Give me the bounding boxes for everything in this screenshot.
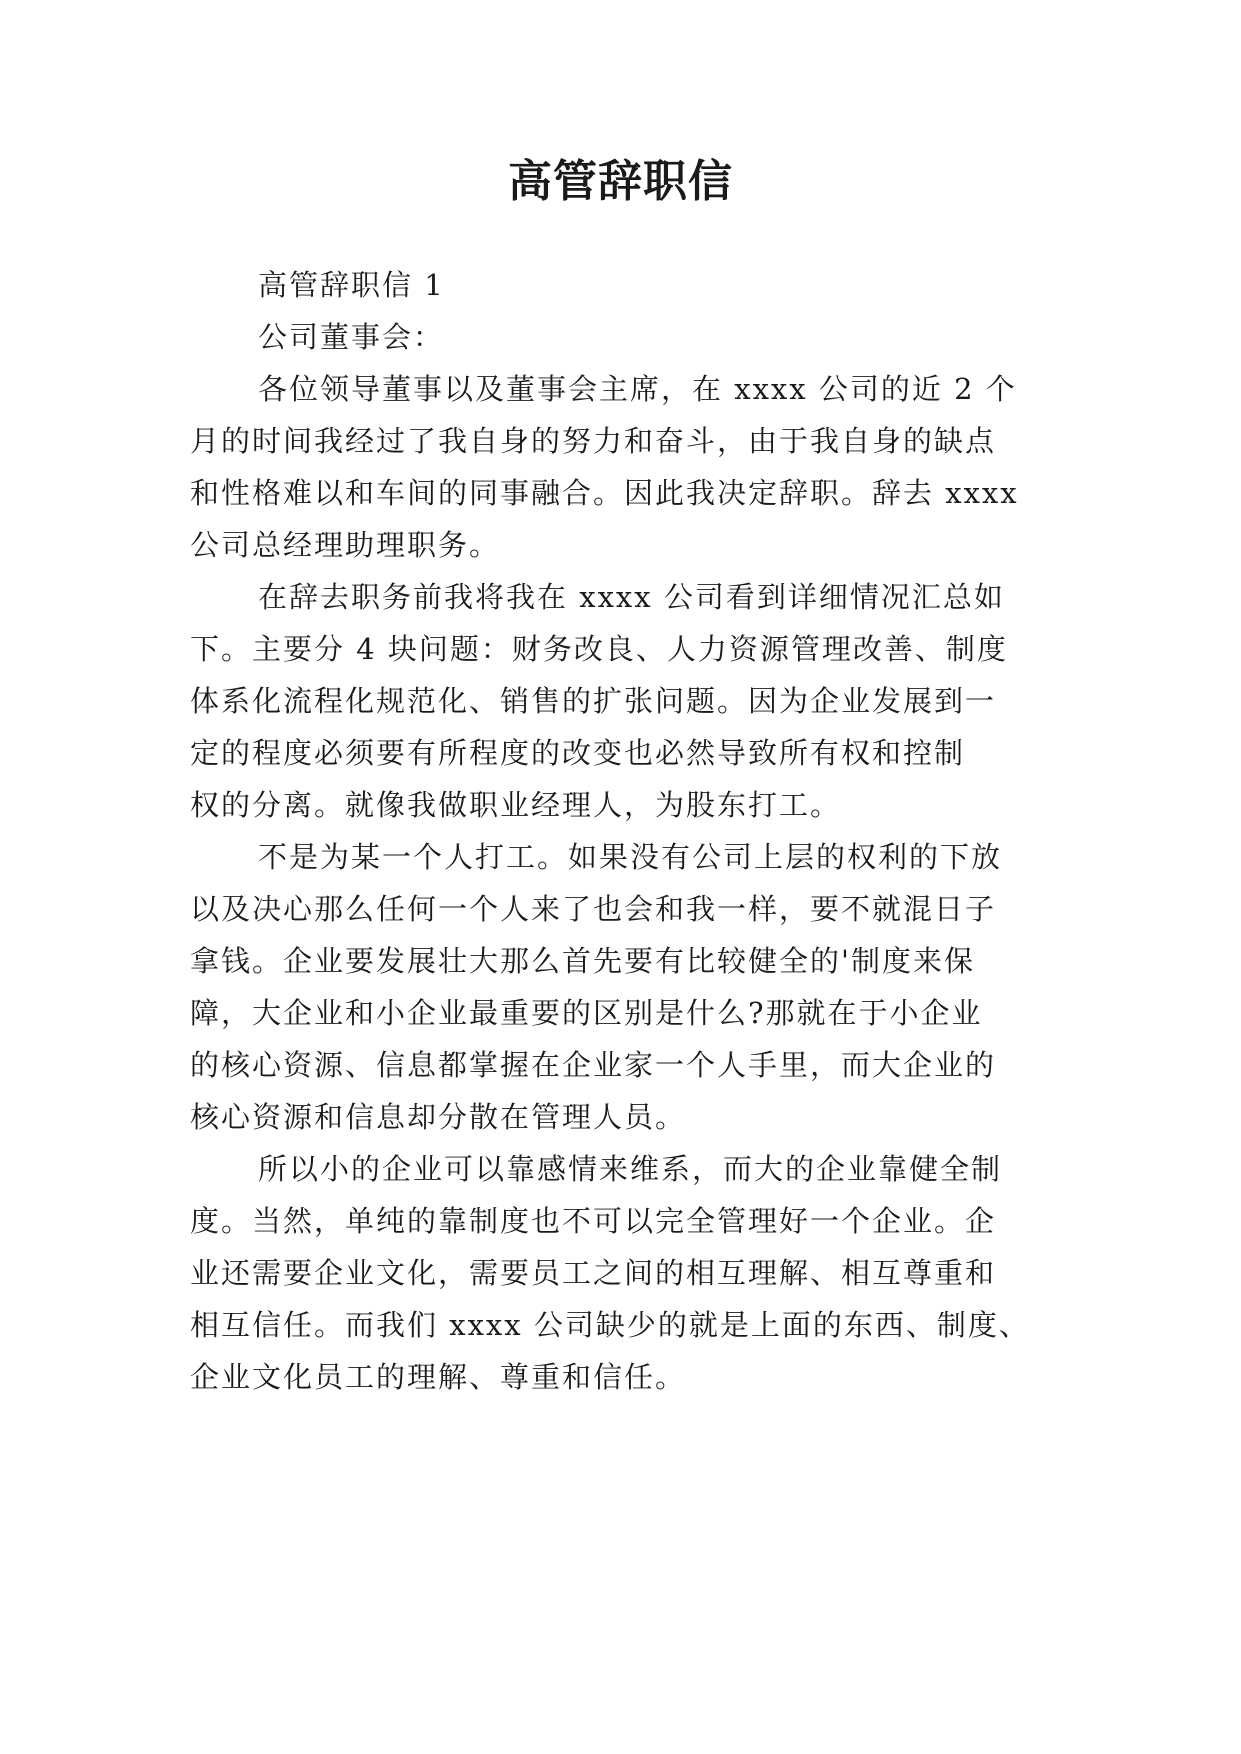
paragraph-line: 月的时间我经过了我自身的努力和奋斗，由于我自身的缺点 xyxy=(190,424,997,458)
paragraph-line: 企业文化员工的理解、尊重和信任。 xyxy=(190,1360,687,1394)
paragraph-line: 所以小的企业可以靠感情来维系，而大的企业靠健全制 xyxy=(258,1152,1003,1186)
paragraph-line: 和性格难以和车间的同事融合。因此我决定辞职。辞去 xxxx xyxy=(190,476,1019,510)
paragraph-line: 不是为某一个人打工。如果没有公司上层的权利的下放 xyxy=(258,840,1003,874)
paragraph-line: 核心资源和信息却分散在管理人员。 xyxy=(190,1100,687,1134)
letter-subtitle: 高管辞职信 1 xyxy=(258,268,445,302)
paragraph-line: 的核心资源、信息都掌握在企业家一个人手里，而大企业的 xyxy=(190,1048,997,1082)
paragraph-line: 业还需要企业文化，需要员工之间的相互理解、相互尊重和 xyxy=(190,1256,997,1290)
paragraph-line: 相互信任。而我们 xxxx 公司缺少的就是上面的东西、制度、 xyxy=(190,1308,1030,1342)
paragraph-line: 体系化流程化规范化、销售的扩张问题。因为企业发展到一 xyxy=(190,684,997,718)
paragraph-line: 在辞去职务前我将我在 xxxx 公司看到详细情况汇总如 xyxy=(258,580,1005,614)
paragraph-line: 各位领导董事以及董事会主席，在 xxxx 公司的近 2 个 xyxy=(258,372,1017,406)
paragraph-line: 定的程度必须要有所程度的改变也必然导致所有权和控制 xyxy=(190,736,966,770)
paragraph-line: 以及决心那么任何一个人来了也会和我一样，要不就混日子 xyxy=(190,892,997,926)
paragraph-line: 下。主要分 4 块问题：财务改良、人力资源管理改善、制度 xyxy=(190,632,1008,666)
paragraph-line: 公司总经理助理职务。 xyxy=(190,528,501,562)
document-title: 高管辞职信 xyxy=(508,156,733,207)
salutation: 公司董事会： xyxy=(258,320,445,354)
paragraph-line: 度。当然，单纯的靠制度也不可以完全管理好一个企业。企 xyxy=(190,1204,997,1238)
paragraph-line: 权的分离。就像我做职业经理人，为股东打工。 xyxy=(190,788,842,822)
paragraph-line: 障，大企业和小企业最重要的区别是什么?那就在于小企业 xyxy=(190,996,983,1030)
paragraph-line: 拿钱。企业要发展壮大那么首先要有比较健全的'制度来保 xyxy=(190,944,975,978)
